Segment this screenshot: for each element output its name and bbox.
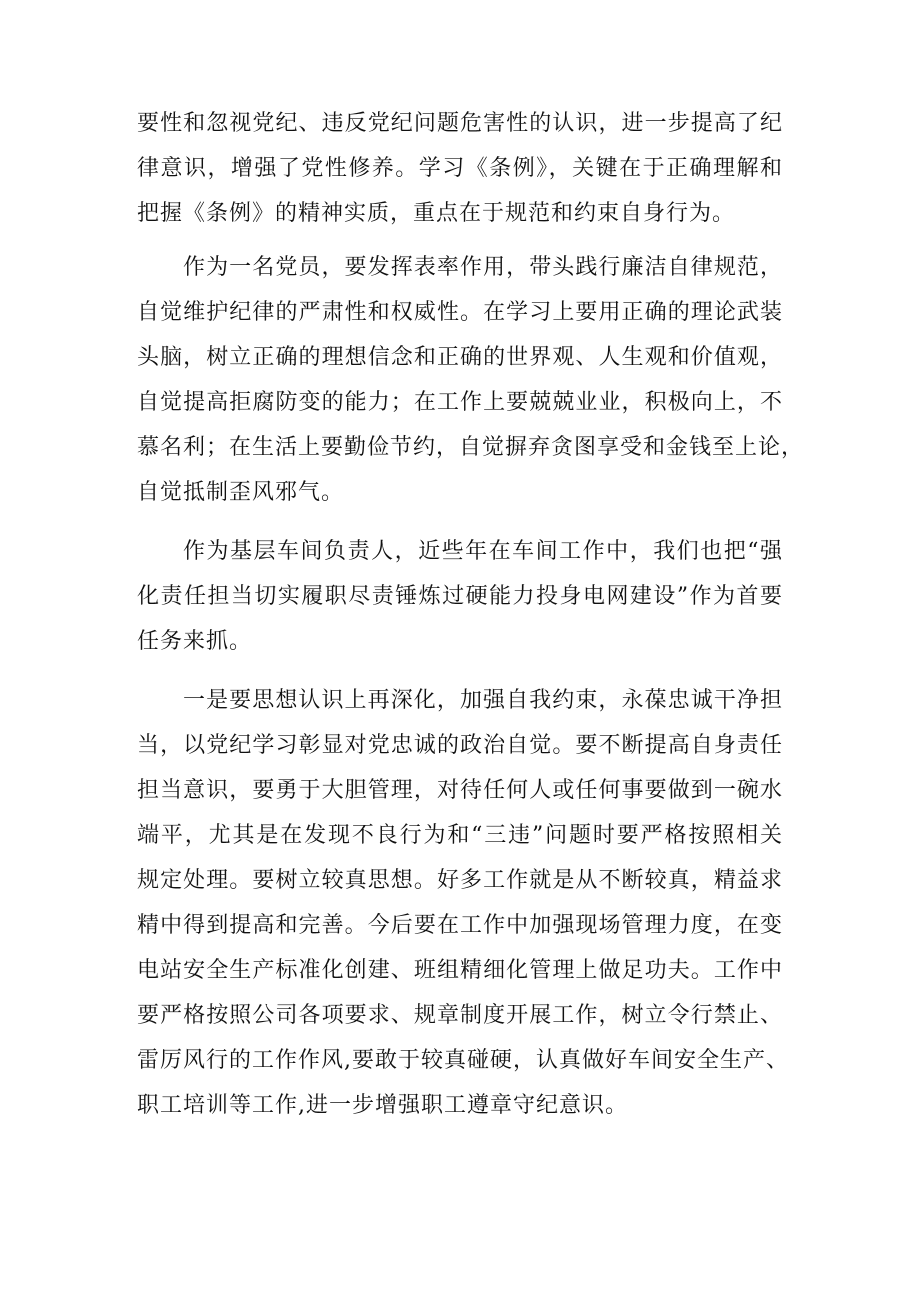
- text-line: 把握《条例》的精神实质，重点在于规范和约束自身行为。: [137, 201, 736, 226]
- text-line: 一是要思想认识上再深化，加强自我约束，永葆忠诚干净担: [183, 688, 783, 713]
- text-line: 自觉抵制歪风邪气。: [137, 480, 345, 505]
- paragraph: [137, 678, 789, 1128]
- text-line: 作为基层车间负责人，近些年在车间工作中，我们也把“强: [183, 539, 783, 564]
- text-line: 慕名利；在生活上要勤俭节约，自觉摒弃贪图享受和金钱至上论，: [137, 435, 805, 460]
- text-line: 担当意识，要勇于大胆管理，对待任何人或任何事要做到一碗水: [137, 778, 783, 803]
- text-line: 职工培训等工作,进一步增强职工遵章守纪意识。: [137, 1093, 628, 1118]
- document-page: [137, 101, 805, 1128]
- text-line: 精中得到提高和完善。今后要在工作中加强现场管理力度，在变: [137, 913, 783, 938]
- paragraph: [137, 529, 783, 664]
- text-line: 律意识，增强了党性修养。学习《条例》，关键在于正确理解和: [137, 156, 783, 181]
- text-line: 化责任担当切实履职尽责锤炼过硬能力投身电网建设”作为首要: [137, 584, 783, 609]
- text-line: 要性和忽视党纪、违反党纪问题危害性的认识，进一步提高了纪: [137, 111, 783, 136]
- paragraph: [137, 245, 805, 515]
- text-line: 自觉提高拒腐防变的能力；在工作上要兢兢业业，积极向上，不: [137, 390, 783, 415]
- text-line: 规定处理。要树立较真思想。好多工作就是从不断较真，精益求: [137, 868, 783, 893]
- text-line: 任务来抓。: [137, 629, 253, 654]
- text-line: 当，以党纪学习彰显对党忠诚的政治自觉。要不断提高自身责任: [137, 733, 783, 758]
- text-line: 作为一名党员，要发挥表率作用，带头践行廉洁自律规范，: [183, 255, 783, 280]
- text-line: 要严格按照公司各项要求、规章制度开展工作，树立令行禁止、: [137, 1003, 783, 1028]
- text-line: 自觉维护纪律的严肃性和权威性。在学习上要用正确的理论武装: [137, 300, 783, 325]
- paragraph: [137, 101, 783, 236]
- text-line: 头脑，树立正确的理想信念和正确的世界观、人生观和价值观，: [137, 345, 783, 370]
- text-line: 电站安全生产标准化创建、班组精细化管理上做足功夫。工作中: [137, 958, 783, 983]
- text-line: 雷厉风行的工作作风,要敢于较真碰硬，认真做好车间安全生产、: [137, 1048, 789, 1073]
- text-line: 端平，尤其是在发现不良行为和“三违”问题时要严格按照相关: [137, 823, 783, 848]
